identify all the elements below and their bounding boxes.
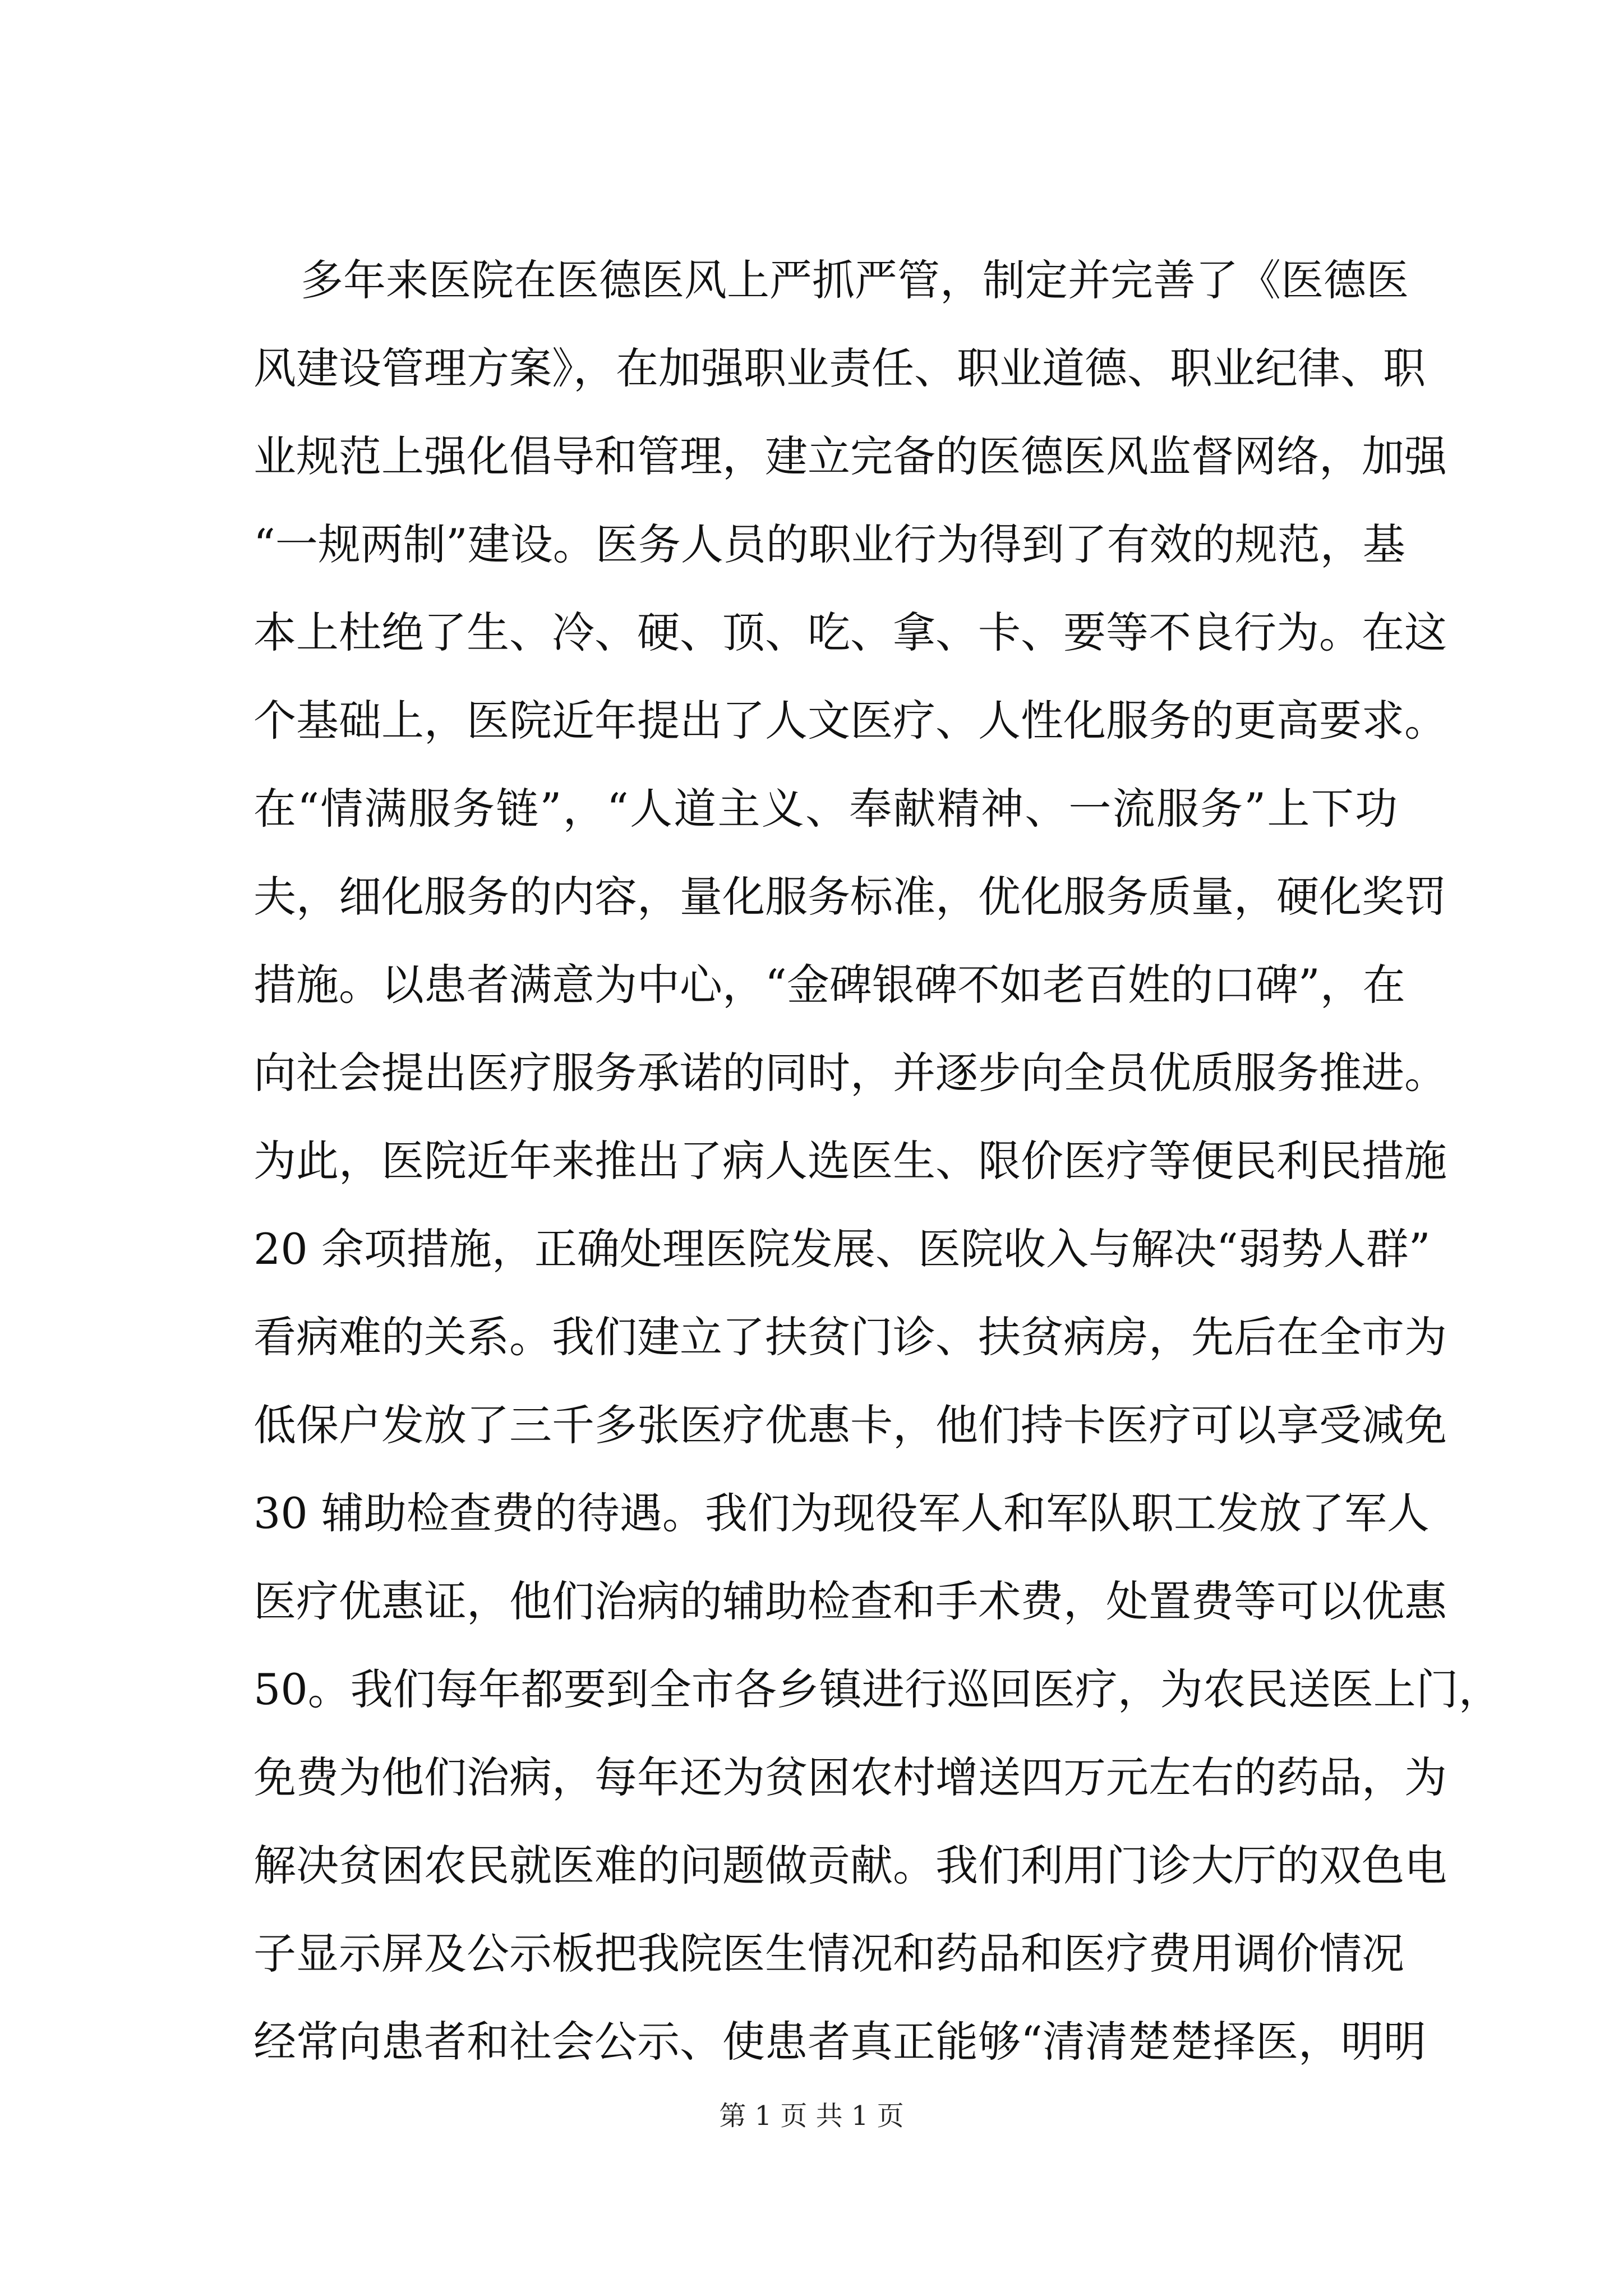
text-line-10: 向社会提出医疗服务承诺的同时，并逐步向全员优质服务推进。 — [253, 1048, 1447, 1098]
text-line-20: 子显示屏及公示板把我院医生情况和药品和医疗费用调价情况 — [253, 1929, 1404, 1978]
text-line-11: 为此，医院近年来推出了病人选医生、限价医疗等便民利民措施 — [253, 1136, 1447, 1186]
text-line-7: 在“情满服务链”，“人道主义、奉献精神、一流服务”上下功 — [253, 784, 1398, 834]
page-footer: 第 1 页 共 1 页 — [719, 2100, 904, 2132]
text-line-17: 50。我们每年都要到全市各乡镇进行巡回医疗，为农民送医上门， — [253, 1664, 1501, 1714]
text-line-1: 多年来医院在医德医风上严抓严管，制定并完善了《医德医 — [301, 255, 1409, 305]
text-line-16: 医疗优惠证，他们治病的辅助检查和手术费，处置费等可以优惠 — [253, 1576, 1447, 1626]
text-line-2: 风建设管理方案》，在加强职业责任、职业道德、职业纪律、职 — [253, 343, 1426, 393]
text-line-3: 业规范上强化倡导和管理，建立完备的医德医风监督网络，加强 — [253, 431, 1447, 481]
text-line-13: 看病难的关系。我们建立了扶贫门诊、扶贫病房，先后在全市为 — [253, 1312, 1447, 1362]
text-line-4: “一规两制”建设。医务人员的职业行为得到了有效的规范，基 — [253, 519, 1405, 569]
text-line-6: 个基础上，医院近年提出了人文医疗、人性化服务的更高要求。 — [253, 696, 1447, 746]
text-line-14: 低保户发放了三千多张医疗优惠卡，他们持卡医疗可以享受减免 — [253, 1400, 1447, 1450]
text-line-12: 20 余项措施，正确处理医院发展、医院收入与解决“弱势人群” — [253, 1224, 1431, 1274]
text-line-8: 夫，细化服务的内容，量化服务标准，优化服务质量，硬化奖罚 — [253, 872, 1447, 922]
text-line-18: 免费为他们治病，每年还为贫困农村增送四万元左右的药品，为 — [253, 1752, 1447, 1802]
text-line-21: 经常向患者和社会公示、使患者真正能够“清清楚楚择医，明明 — [253, 2017, 1426, 2067]
text-line-9: 措施。以患者满意为中心，“金碑银碑不如老百姓的口碑”，在 — [253, 960, 1405, 1010]
text-line-19: 解决贫困农民就医难的问题做贡献。我们利用门诊大厅的双色电 — [253, 1841, 1447, 1890]
text-line-15: 30 辅助检查费的待遇。我们为现役军人和军队职工发放了军人 — [253, 1488, 1430, 1538]
text-line-5: 本上杜绝了生、冷、硬、顶、吃、拿、卡、要等不良行为。在这 — [253, 608, 1447, 657]
